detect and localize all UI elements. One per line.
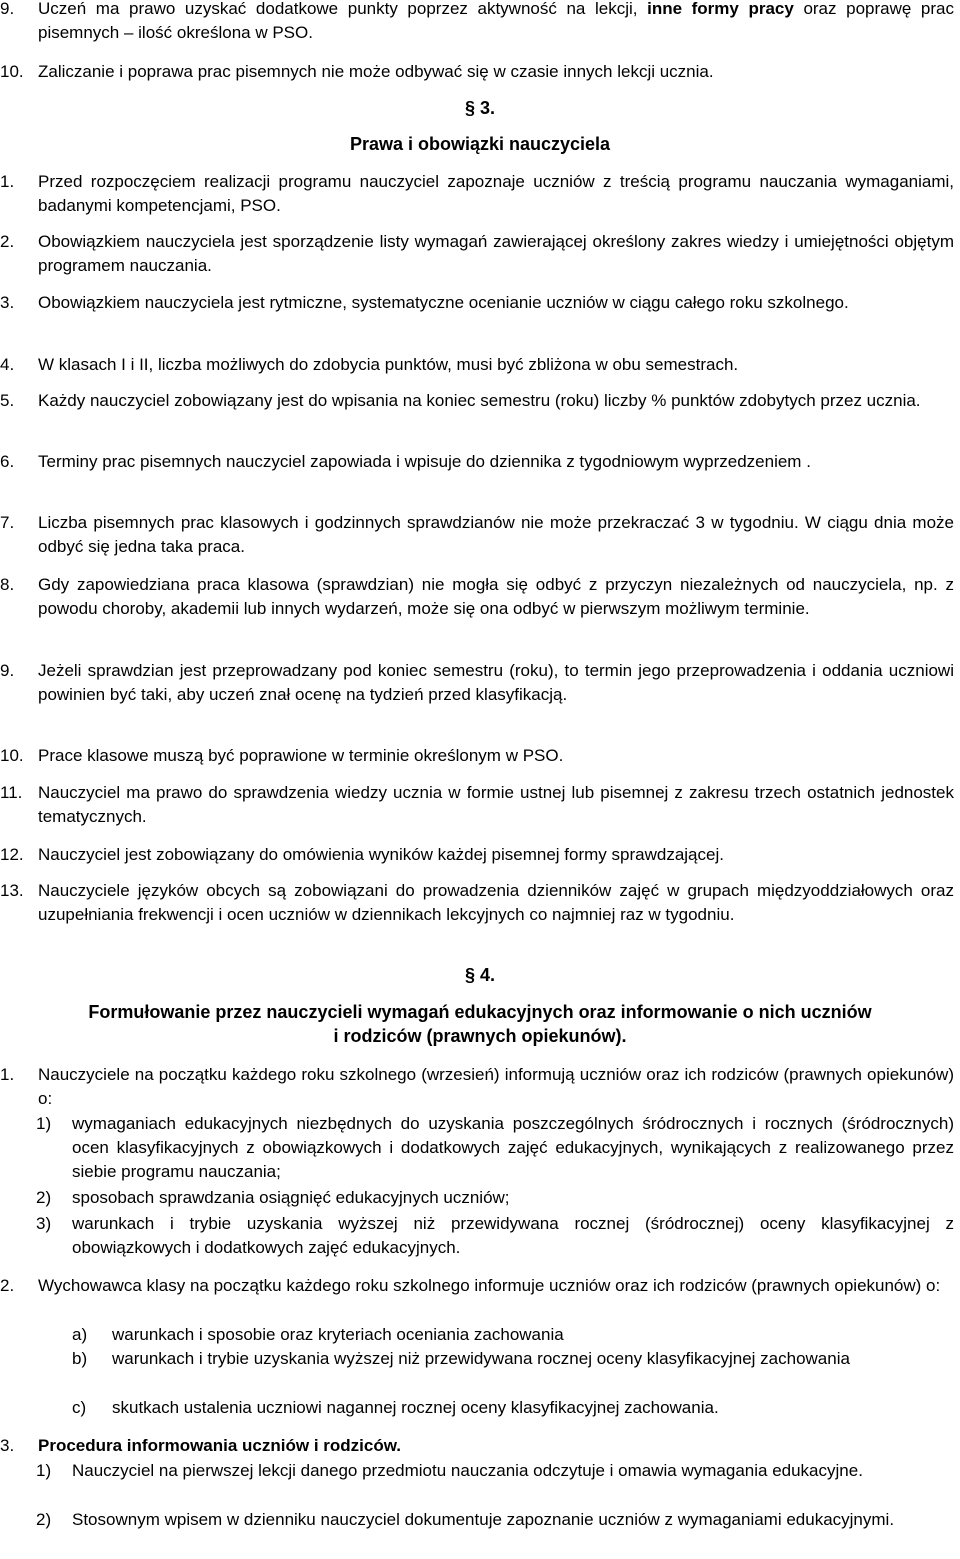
list-item	[0, 60, 954, 84]
sub-item-number: 2)	[36, 1188, 52, 1207]
list-item	[0, 389, 954, 413]
item-number: 12.	[0, 845, 24, 864]
item-text: Obowiązkiem nauczyciela jest rytmiczne, systematyczne ocenianie uczniów w ciągu całego roku szkolnego.	[38, 293, 849, 312]
item-text: Jeżeli sprawdzian jest przeprowadzany pod koniec semestru (roku), to termin jego przeprowadzenia i oddania uczniowi powinien być taki, aby uczeń znał ocenę na tydzień przed klasyfikacją.	[38, 661, 954, 704]
sub-item-text: sposobach sprawdzania osiągnięć edukacyjnych uczniów;	[72, 1188, 510, 1207]
item-number: 9.	[0, 661, 15, 680]
item-number: 8.	[0, 575, 15, 594]
sub-list-item	[36, 1459, 954, 1483]
sub-item-text: Nauczyciel na pierwszej lekcji danego przedmiotu nauczania odczytuje i omawia wymagania edukacyjne.	[72, 1461, 863, 1480]
sub-item-text: warunkach i trybie uzyskania wyższej niż przewidywana rocznej (śródrocznej) oceny klasyfikacyjnej z obowiązkowych i dodatkowych zajęć edukacyjnych.	[72, 1214, 954, 1257]
list-item	[0, 511, 954, 559]
sub-item-number: 1)	[36, 1461, 52, 1480]
sub-item-number: 3)	[36, 1214, 52, 1233]
item-text: Liczba pisemnych prac klasowych i godzinnych sprawdzianów nie może przekraczać 3 w tygodniu. W ciągu dnia może odbyć się jedna taka praca.	[38, 513, 954, 556]
sub-item-number: a)	[72, 1325, 88, 1344]
list-item	[0, 781, 954, 829]
item-number: 3.	[0, 1436, 15, 1455]
section-number: § 3.	[464, 98, 496, 118]
sub-item-number: c)	[72, 1398, 87, 1417]
item-text: Nauczyciel ma prawo do sprawdzenia wiedzy ucznia w formie ustnej lub pisemnej z zakresu trzech ostatnich jednostek tematycznych.	[38, 783, 954, 826]
list-item	[0, 573, 954, 621]
item-text: Każdy nauczyciel zobowiązany jest do wpisania na koniec semestru (roku) liczby % punktów zdobytych przez ucznia.	[38, 391, 921, 410]
list-item	[0, 744, 954, 768]
list-item	[0, 843, 954, 867]
list-item	[0, 450, 954, 474]
list-item	[0, 1434, 954, 1458]
item-text: Przed rozpoczęciem realizacji programu nauczyciel zapoznaje uczniów z treścią programu nauczania wymaganiami, badanymi kompetencjami, PSO.	[38, 172, 954, 215]
item-number: 2.	[0, 1276, 15, 1295]
sub-list-item	[36, 1186, 954, 1210]
sub-list-item	[36, 1347, 954, 1371]
sub-list-item	[36, 1112, 954, 1184]
item-text: Uczeń ma prawo uzyskać dodatkowe punkty poprzez aktywność na lekcji, inne formy pracy oraz poprawę prac pisemnych – ilość określona w PSO.	[38, 0, 954, 42]
item-number: 13.	[0, 881, 24, 900]
section-number: § 4.	[464, 965, 496, 985]
sub-item-text: warunkach i trybie uzyskania wyższej niż przewidywana rocznej oceny klasyfikacyjnej zachowania	[112, 1349, 850, 1368]
list-item	[0, 1063, 954, 1111]
item-text: Obowiązkiem nauczyciela jest sporządzenie listy wymagań zawierającej określony zakres wiedzy i umiejętności objętym programem nauczania.	[38, 232, 954, 275]
sub-list-item	[36, 1396, 954, 1420]
item-number: 4.	[0, 355, 15, 374]
item-number: 10.	[0, 62, 24, 81]
item-text: Gdy zapowiedziana praca klasowa (sprawdzian) nie mogła się odbyć z przyczyn niezależnych od nauczyciela, np. z powodu choroby, akademii lub innych wydarzeń, może się ona odbyć w pierwszym możliwym terminie.	[38, 575, 954, 618]
item-text: Terminy prac pisemnych nauczyciel zapowiada i wpisuje do dziennika z tygodniowym wyprzedzeniem .	[38, 452, 811, 471]
list-item	[0, 291, 954, 315]
item-text: Prace klasowe muszą być poprawione w terminie określonym w PSO.	[38, 746, 564, 765]
sub-item-text: Stosownym wpisem w dzienniku nauczyciel dokumentuje zapoznanie uczniów z wymaganiami edukacyjnymi.	[72, 1510, 895, 1529]
item-text: Procedura informowania uczniów i rodziców.	[38, 1436, 402, 1455]
item-text: Nauczyciel jest zobowiązany do omówienia wyników każdej pisemnej formy sprawdzającej.	[38, 845, 724, 864]
list-item	[0, 0, 954, 45]
sub-item-number: 2)	[36, 1510, 52, 1529]
item-number: 1.	[0, 1065, 15, 1084]
list-item	[0, 659, 954, 707]
item-number: 11.	[0, 783, 23, 802]
item-number: 3.	[0, 293, 15, 312]
sub-list-item	[36, 1323, 954, 1347]
item-number: 2.	[0, 232, 15, 251]
item-number: 6.	[0, 452, 15, 471]
item-text: Zaliczanie i poprawa prac pisemnych nie może odbywać się w czasie innych lekcji ucznia.	[38, 62, 714, 81]
list-item	[0, 170, 954, 218]
item-text: W klasach I i II, liczba możliwych do zdobycia punktów, musi być zbliżona w obu semestrach.	[38, 355, 739, 374]
sub-item-text: skutkach ustalenia uczniowi nagannej rocznej oceny klasyfikacyjnej zachowania.	[112, 1398, 719, 1417]
sub-item-text: wymaganiach edukacyjnych niezbędnych do uzyskania poszczególnych śródrocznych i rocznych (śródrocznych) ocen klasyfikacyjnych z obowiązkowych i dodatkowych zajęć edukacyjnych, wynikających z realizowanego przez siebie programu nauczania;	[72, 1114, 954, 1181]
sub-list-item	[36, 1212, 954, 1260]
sub-item-number: b)	[72, 1349, 88, 1368]
item-number: 7.	[0, 513, 15, 532]
section-title: Prawa i obowiązki nauczyciela	[349, 134, 611, 154]
list-item	[0, 879, 954, 927]
item-text: Nauczyciele na początku każdego roku szkolnego (wrzesień) informują uczniów oraz ich rodziców (prawnych opiekunów) o:	[38, 1065, 954, 1108]
item-text: Nauczyciele języków obcych są zobowiązani do prowadzenia dzienników zajęć w grupach międzyoddziałowych oraz uzupełniania frekwencji i ocen uczniów w dziennikach lekcyjnych co najmniej raz w tygodniu.	[38, 881, 954, 924]
list-item	[0, 1274, 954, 1298]
item-number: 5.	[0, 391, 15, 410]
list-item	[0, 353, 954, 377]
item-number: 9.	[0, 0, 15, 18]
sub-list-item	[36, 1508, 954, 1532]
sub-item-number: 1)	[36, 1114, 52, 1133]
sub-item-text: warunkach i sposobie oraz kryteriach oceniania zachowania	[112, 1325, 564, 1344]
item-number: 10.	[0, 746, 24, 765]
list-item	[0, 230, 954, 278]
item-text: Wychowawca klasy na początku każdego roku szkolnego informuje uczniów oraz ich rodziców (prawnych opiekunów) o:	[38, 1276, 941, 1295]
section-title: Formułowanie przez nauczycieli wymagań edukacyjnych oraz informowanie o nich uczniów i rodziców (prawnych opiekunów).	[88, 1002, 872, 1046]
item-number: 1.	[0, 172, 15, 191]
